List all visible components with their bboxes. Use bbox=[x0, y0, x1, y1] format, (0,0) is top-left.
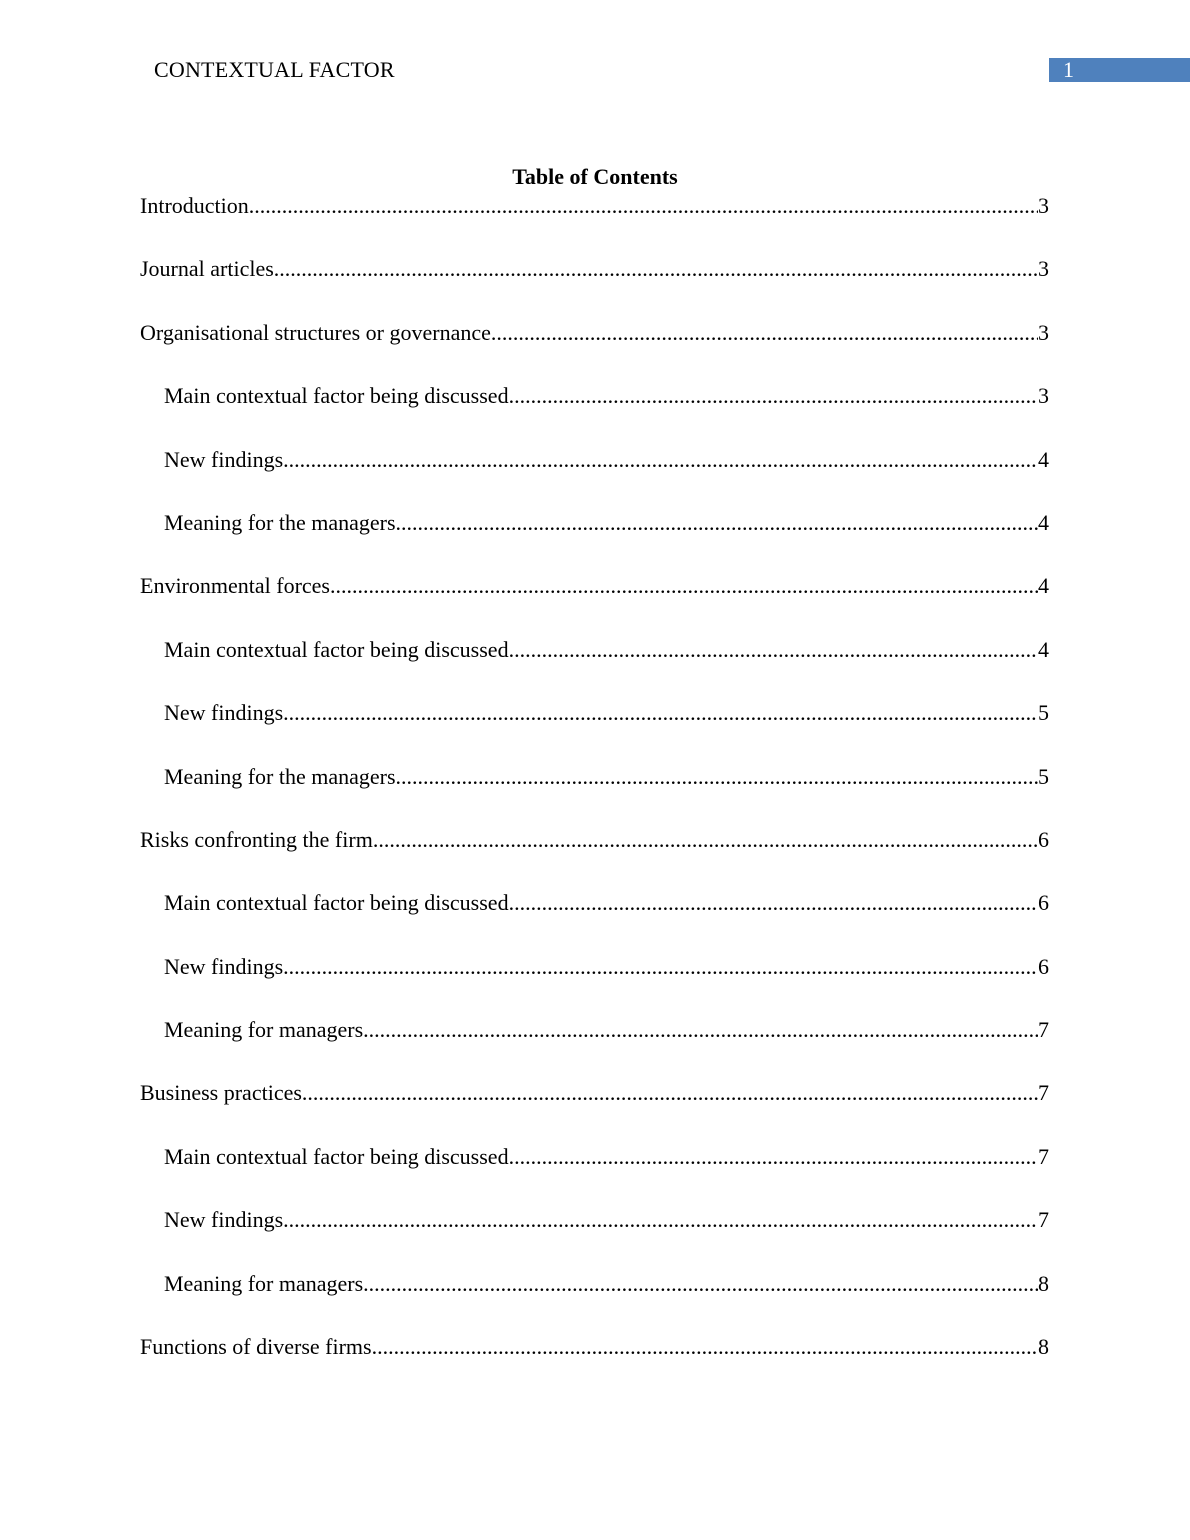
toc-entry[interactable] bbox=[140, 508, 1049, 571]
toc-entry-page: 3 bbox=[1038, 383, 1049, 409]
toc-dot-leader bbox=[283, 698, 1038, 728]
toc-entry[interactable] bbox=[140, 698, 1049, 761]
toc-entry[interactable] bbox=[140, 1205, 1049, 1268]
toc-entry-label: Meaning for the managers bbox=[164, 509, 396, 535]
toc-entry-row[interactable] bbox=[140, 888, 1049, 918]
toc-entry-row[interactable] bbox=[140, 318, 1049, 348]
page-number: 1 bbox=[1063, 57, 1074, 82]
toc-entry[interactable] bbox=[140, 1142, 1049, 1205]
toc-entry-label: Meaning for managers bbox=[164, 1017, 364, 1043]
toc-entry-label: New findings bbox=[164, 953, 284, 979]
toc-entry[interactable] bbox=[140, 571, 1049, 634]
toc-entry-row[interactable] bbox=[140, 1078, 1049, 1108]
toc-entry[interactable] bbox=[140, 825, 1049, 888]
toc-entry-row[interactable] bbox=[140, 1332, 1049, 1362]
toc-entry-row[interactable] bbox=[140, 508, 1049, 538]
toc-entry[interactable] bbox=[140, 445, 1049, 508]
toc-entry-page: 7 bbox=[1038, 1207, 1049, 1233]
toc-dot-leader bbox=[396, 762, 1038, 792]
toc-entry-page: 7 bbox=[1038, 1143, 1049, 1169]
toc-dot-leader bbox=[330, 571, 1038, 601]
toc-entry-page: 8 bbox=[1038, 1270, 1049, 1296]
toc-entry-row[interactable] bbox=[140, 1142, 1049, 1172]
toc-entry-label: Functions of diverse firms bbox=[140, 1334, 372, 1360]
toc-entry-label: New findings bbox=[164, 446, 284, 472]
toc-entry-label: Main contextual factor being discussed bbox=[164, 383, 509, 409]
toc-entry-row[interactable] bbox=[140, 762, 1049, 792]
page-number-badge bbox=[1049, 58, 1190, 82]
toc-entry-label: Introduction bbox=[140, 193, 249, 218]
toc-dot-leader bbox=[283, 445, 1038, 475]
toc-entry-page: 3 bbox=[1038, 193, 1049, 218]
toc-entry[interactable] bbox=[140, 191, 1049, 254]
toc-dot-leader bbox=[509, 381, 1038, 411]
toc-entry-page: 3 bbox=[1038, 319, 1049, 345]
toc-entry-label: Main contextual factor being discussed bbox=[164, 636, 509, 662]
toc-entry-row[interactable] bbox=[140, 698, 1049, 728]
toc-dot-leader bbox=[283, 952, 1038, 982]
toc-entry-page: 8 bbox=[1038, 1334, 1049, 1360]
toc-entry-page: 6 bbox=[1038, 826, 1049, 852]
toc-entry[interactable] bbox=[140, 318, 1049, 381]
toc-dot-leader bbox=[363, 1015, 1038, 1045]
toc-entry[interactable] bbox=[140, 254, 1049, 317]
toc-entry-label: Organisational structures or governance bbox=[140, 319, 491, 345]
toc-entry-page: 4 bbox=[1038, 636, 1049, 662]
toc-entry[interactable] bbox=[140, 952, 1049, 1015]
toc-entry-row[interactable] bbox=[140, 445, 1049, 475]
toc-entry[interactable] bbox=[140, 381, 1049, 444]
toc-entry-row[interactable] bbox=[140, 571, 1049, 601]
toc-dot-leader bbox=[363, 1269, 1038, 1299]
toc-entry[interactable] bbox=[140, 635, 1049, 698]
toc-entry[interactable] bbox=[140, 762, 1049, 825]
toc-list bbox=[140, 191, 1049, 1395]
toc-entry-label: Meaning for managers bbox=[164, 1270, 364, 1296]
toc-entry-label: Risks confronting the firm bbox=[140, 826, 373, 852]
toc-entry-page: 6 bbox=[1038, 890, 1049, 916]
toc-dot-leader bbox=[372, 1332, 1038, 1362]
toc-entry-label: Meaning for the managers bbox=[164, 763, 396, 789]
toc-entry-row[interactable] bbox=[140, 825, 1049, 855]
toc-entry-page: 4 bbox=[1038, 509, 1049, 535]
toc-dot-leader bbox=[283, 1205, 1038, 1235]
toc-entry[interactable] bbox=[140, 1015, 1049, 1078]
toc-entry-label: Environmental forces bbox=[140, 573, 330, 599]
toc-dot-leader bbox=[509, 635, 1038, 665]
toc-dot-leader bbox=[302, 1078, 1038, 1108]
toc-entry-row[interactable] bbox=[140, 952, 1049, 982]
running-head: CONTEXTUAL FACTOR bbox=[154, 57, 395, 82]
toc-entry-label: New findings bbox=[164, 1207, 284, 1233]
toc-entry-page: 7 bbox=[1038, 1080, 1049, 1106]
toc-entry-page: 5 bbox=[1038, 763, 1049, 789]
toc-entry-row[interactable] bbox=[140, 191, 1049, 221]
toc-entry-row[interactable] bbox=[140, 1015, 1049, 1045]
toc-entry[interactable] bbox=[140, 1269, 1049, 1332]
toc-dot-leader bbox=[274, 254, 1038, 284]
toc-entry-page: 4 bbox=[1038, 573, 1049, 599]
toc-dot-leader bbox=[249, 191, 1038, 221]
toc-title: Table of Contents bbox=[512, 164, 678, 189]
toc-entry-label: Main contextual factor being discussed bbox=[164, 890, 509, 916]
toc-entry-page: 6 bbox=[1038, 953, 1049, 979]
toc-entry-row[interactable] bbox=[140, 1205, 1049, 1235]
toc-dot-leader bbox=[396, 508, 1038, 538]
toc-entry-label: Main contextual factor being discussed bbox=[164, 1143, 509, 1169]
toc-entry[interactable] bbox=[140, 888, 1049, 951]
toc-entry-page: 5 bbox=[1038, 700, 1049, 726]
toc-entry[interactable] bbox=[140, 1332, 1049, 1395]
toc-entry-label: Journal articles bbox=[140, 256, 274, 282]
toc-entry-page: 7 bbox=[1038, 1017, 1049, 1043]
toc-dot-leader bbox=[373, 825, 1038, 855]
toc-entry-row[interactable] bbox=[140, 381, 1049, 411]
toc-entry-row[interactable] bbox=[140, 254, 1049, 284]
toc-entry-label: New findings bbox=[164, 700, 284, 726]
toc-entry-row[interactable] bbox=[140, 635, 1049, 665]
toc-dot-leader bbox=[491, 318, 1038, 348]
toc-dot-leader bbox=[509, 1142, 1038, 1172]
toc-entry[interactable] bbox=[140, 1078, 1049, 1141]
toc-entry-page: 3 bbox=[1038, 256, 1049, 282]
toc-entry-page: 4 bbox=[1038, 446, 1049, 472]
toc-entry-row[interactable] bbox=[140, 1269, 1049, 1299]
toc-entry-label: Business practices bbox=[140, 1080, 302, 1106]
toc-dot-leader bbox=[509, 888, 1038, 918]
